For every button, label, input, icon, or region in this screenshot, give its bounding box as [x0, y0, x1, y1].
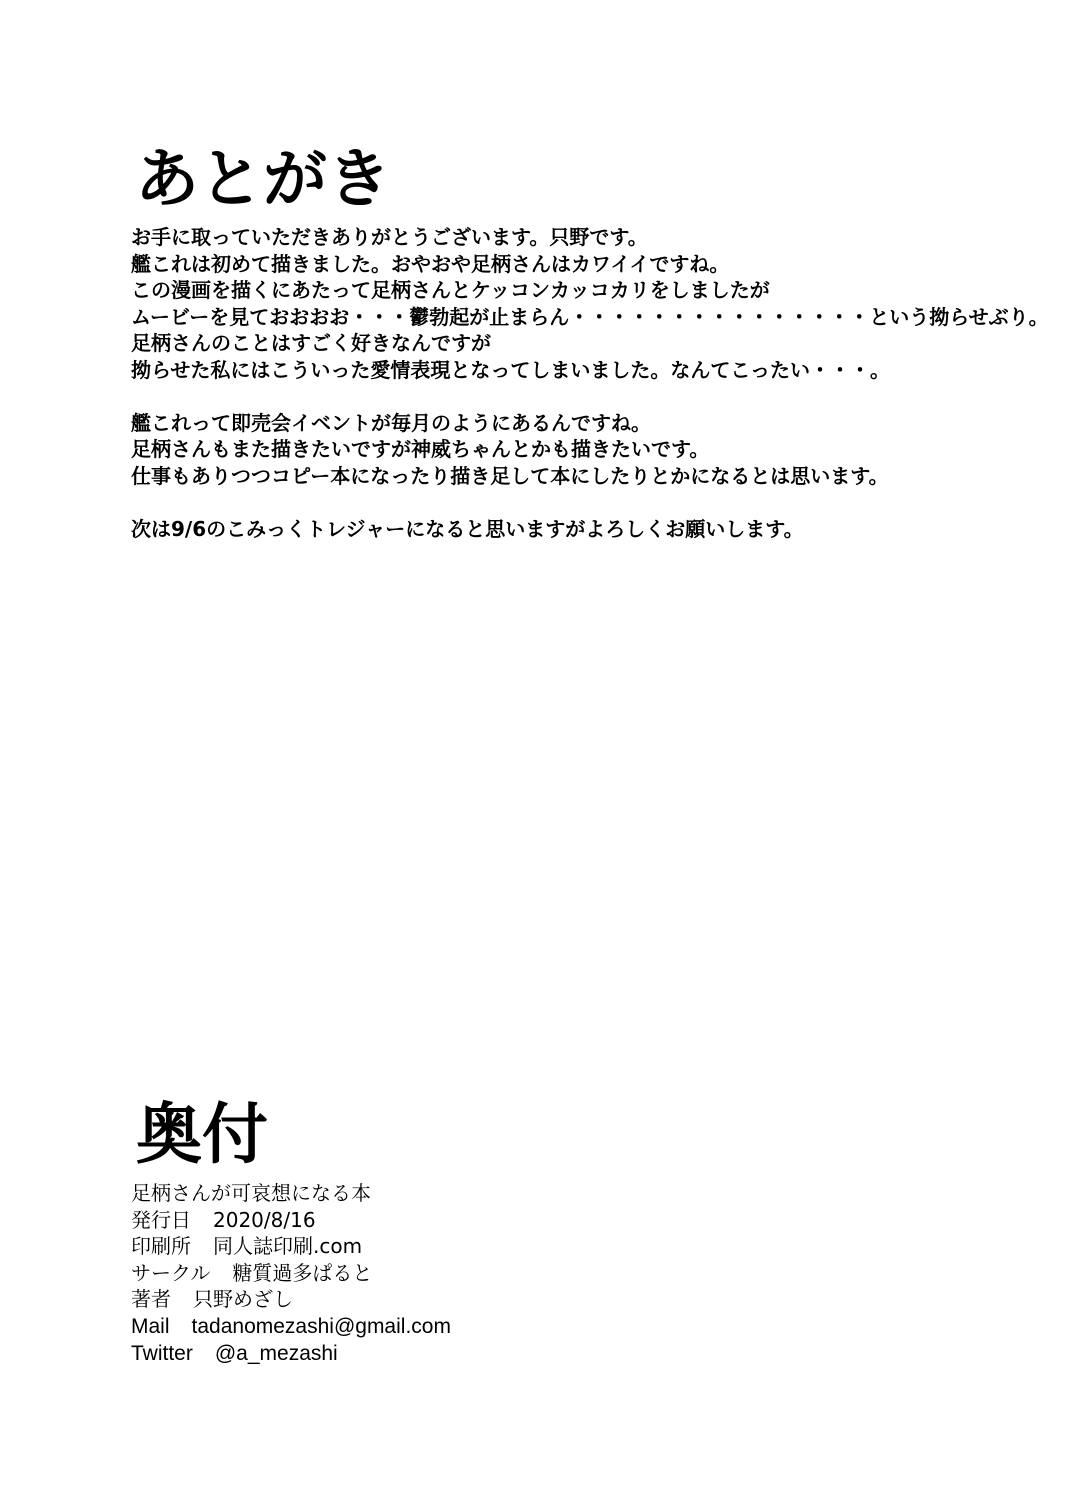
colophon-heading: 奥付	[136, 1096, 268, 1173]
publish-date-label: 発行日	[131, 1207, 191, 1232]
afterword-line: 次は9/6のこみっくトレジャーになると思いますがよろしくお願いします。	[131, 516, 804, 541]
colophon-row-circle	[131, 1260, 831, 1287]
afterword-line: 足柄さんもまた描きたいですが神威ちゃんとかも描きたいです。	[131, 437, 710, 461]
afterword-line: 艦これって即売会イベントが毎月のようにあるんですね。	[131, 410, 651, 435]
colophon-row-mail	[131, 1313, 831, 1340]
colophon-list	[131, 1180, 831, 1366]
mail-label: Mail	[131, 1314, 170, 1338]
colophon-row-author	[131, 1286, 831, 1313]
afterword-line: お手に取っていただきありがとうございます。只野です。	[131, 225, 648, 249]
colophon-row-publish-date	[131, 1207, 831, 1234]
afterword-line: ムービーを見ておおおお・・・鬱勃起が止まらん・・・・・・・・・・・・・・・という拗らせぶり。	[131, 304, 1049, 329]
colophon-book-title	[131, 1180, 831, 1207]
author-value: 只野めざし	[193, 1287, 293, 1312]
afterword-blank-line	[131, 489, 1031, 516]
afterword-line: 艦これは初めて描きました。おやおや足柄さんはカワイイですね。	[131, 251, 730, 276]
circle-value: 糖質過多ぱると	[232, 1260, 373, 1285]
mail-value: tadanomezashi@gmail.com	[191, 1314, 451, 1338]
afterword-body	[131, 224, 1049, 542]
afterword-blank-line	[131, 383, 1031, 410]
book-title-text: 足柄さんが可哀想になる本	[131, 1181, 371, 1205]
afterword-line: 仕事もありつつコピー本になったり描き足して本にしたりとかになるとは思います。	[131, 463, 889, 488]
twitter-label: Twitter	[131, 1341, 193, 1365]
afterword-heading: あとがき	[135, 143, 391, 217]
afterword-line: この漫画を描くにあたって足柄さんとケッコンカッコカリをしましたが	[131, 278, 770, 302]
colophon-row-printer	[131, 1233, 831, 1260]
afterword-line: 足柄さんのことはすごく好きなんですが	[131, 331, 491, 355]
circle-label: サークル	[131, 1260, 211, 1285]
author-label: 著者	[131, 1287, 171, 1312]
colophon-row-twitter	[131, 1340, 831, 1367]
afterword-line: 拗らせた私にはこういった愛情表現となってしまいました。なんてこったい・・・。	[131, 357, 890, 382]
twitter-value: @a_mezashi	[214, 1341, 338, 1365]
printer-value: 同人誌印刷.com	[213, 1234, 363, 1259]
publish-date-value: 2020/8/16	[213, 1207, 316, 1232]
printer-label: 印刷所	[131, 1234, 191, 1259]
